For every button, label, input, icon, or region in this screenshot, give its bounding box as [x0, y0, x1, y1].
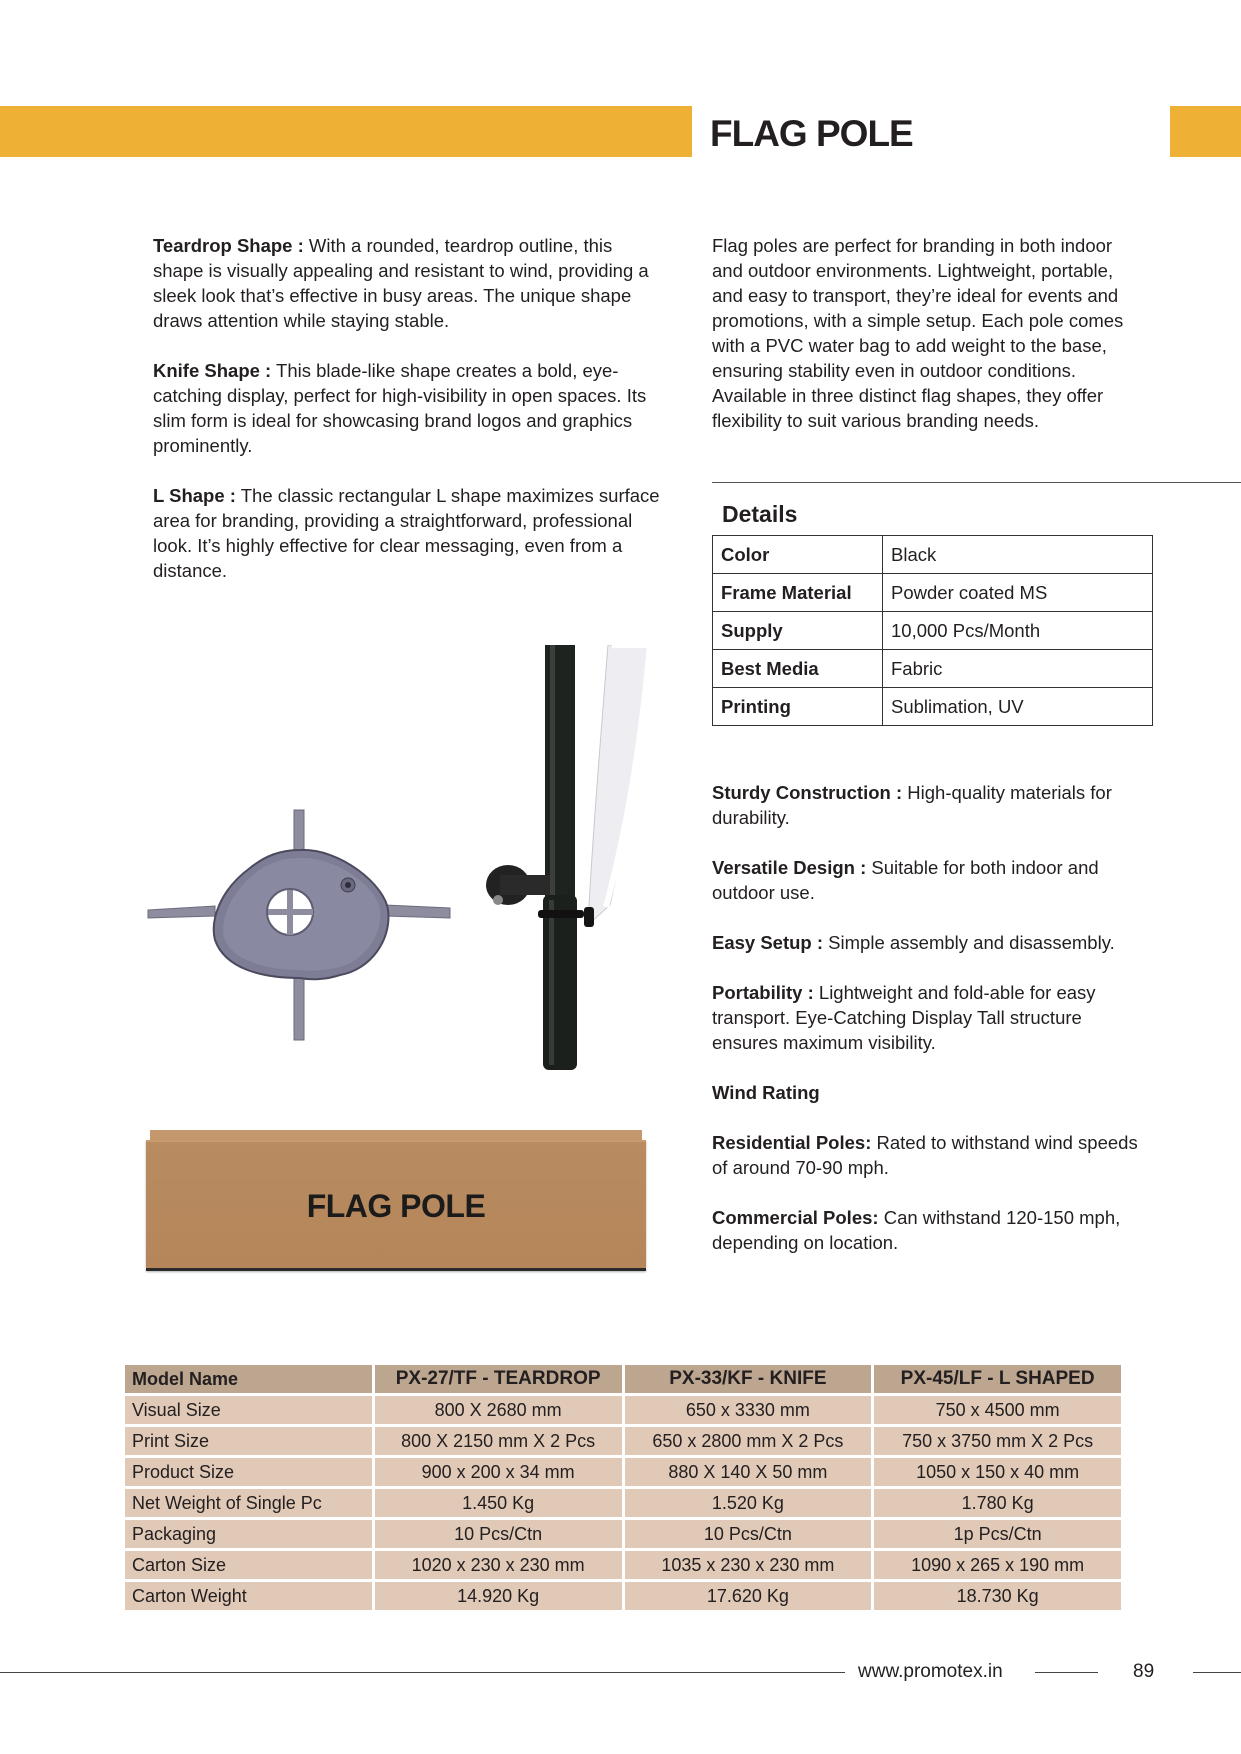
spec-row [125, 1458, 1121, 1486]
feature-label: Commercial Poles: [712, 1207, 879, 1228]
page-number: 89 [1133, 1661, 1155, 1682]
intro-paragraph [712, 233, 1142, 433]
footer-rule-left [0, 1672, 845, 1673]
feature-item [712, 780, 1152, 830]
feature-text: Can withstand 120-150 mph, depending on location. [712, 1207, 1121, 1253]
footer-rule-middle [1035, 1672, 1098, 1673]
spec-cell: Visual Size [125, 1396, 372, 1424]
feature-text: High-quality materials for durability. [712, 782, 1112, 828]
section-divider [712, 482, 1241, 483]
intro-text: Flag poles are perfect for branding in both indoor and outdoor environments. Lightweight, portable, and easy to transport, they’re ideal for events and promotions, with a simple setup. Each pole comes with a PVC water bag to add weight to the base, ensuring stability even in outdoor conditions. Available in three distinct flag shapes, they offer flexibility to suit various branding needs. [712, 235, 1124, 431]
details-value: Powder coated MS [883, 574, 1153, 612]
feature-label: Versatile Design : [712, 857, 867, 878]
feature-label: Wind Rating [712, 1082, 820, 1103]
shape-l [153, 483, 663, 583]
box-face [146, 1140, 646, 1271]
spec-cell: 800 X 2150 mm X 2 Pcs [375, 1427, 622, 1455]
feature-text: Simple assembly and disassembly. [823, 932, 1115, 953]
spec-cell: 18.730 Kg [874, 1582, 1121, 1610]
details-row [713, 688, 1153, 726]
spec-cell: 1090 x 265 x 190 mm [874, 1551, 1121, 1579]
spec-cell: 17.620 Kg [625, 1582, 872, 1610]
shape-label: L Shape : [153, 485, 236, 506]
details-key: Best Media [713, 650, 883, 688]
feature-item [712, 930, 1152, 955]
feature-label: Residential Poles: [712, 1132, 872, 1153]
details-row [713, 574, 1153, 612]
spec-header: Model Name [125, 1365, 372, 1393]
feature-text: Rated to withstand wind speeds of around 70-90 mph. [712, 1132, 1138, 1178]
spec-table [122, 1362, 1124, 1613]
shape-label: Teardrop Shape : [153, 235, 304, 256]
box-label: FLAG POLE [306, 1188, 486, 1224]
spec-cell: 14.920 Kg [375, 1582, 622, 1610]
shape-text: This blade-like shape creates a bold, eye-catching display, perfect for high-visibility in open spaces. Its slim form is ideal for showcasing brand logos and graphics prominently. [153, 360, 647, 456]
feature-label: Sturdy Construction : [712, 782, 903, 803]
spec-cell: 1035 x 230 x 230 mm [625, 1551, 872, 1579]
feature-item [712, 1205, 1152, 1255]
spec-row [125, 1520, 1121, 1548]
spec-cell: 650 x 3330 mm [625, 1396, 872, 1424]
spec-cell: 1050 x 150 x 40 mm [874, 1458, 1121, 1486]
spec-row [125, 1427, 1121, 1455]
details-key: Color [713, 536, 883, 574]
features-list [712, 780, 1152, 1280]
flag-pole-icon [480, 645, 670, 1080]
shape-descriptions [153, 233, 663, 608]
details-value: Sublimation, UV [883, 688, 1153, 726]
spec-row [125, 1551, 1121, 1579]
spec-cell: 800 X 2680 mm [375, 1396, 622, 1424]
header-accent-bar-left [0, 106, 692, 157]
carton-box-image [140, 1128, 660, 1276]
feature-label: Portability : [712, 982, 814, 1003]
details-table [712, 535, 1153, 726]
details-key: Printing [713, 688, 883, 726]
spec-cell: Packaging [125, 1520, 372, 1548]
shape-text: With a rounded, teardrop outline, this shape is visually appealing and resistant to wind, providing a sleek look that’s effective in busy areas. The unique shape draws attention while staying stable. [153, 235, 649, 331]
details-key: Supply [713, 612, 883, 650]
spec-cell: 750 x 4500 mm [874, 1396, 1121, 1424]
wind-rating-heading [712, 1080, 1152, 1105]
details-row [713, 650, 1153, 688]
spec-cell: Product Size [125, 1458, 372, 1486]
spec-cell: 1.780 Kg [874, 1489, 1121, 1517]
details-heading: Details [722, 501, 798, 527]
spec-cell: 650 x 2800 mm X 2 Pcs [625, 1427, 872, 1455]
details-value: Fabric [883, 650, 1153, 688]
spec-header: PX-45/LF - L SHAPED [874, 1365, 1121, 1393]
spec-cell: 1.450 Kg [375, 1489, 622, 1517]
spec-cell: Carton Size [125, 1551, 372, 1579]
page-title: FLAG POLE [710, 113, 913, 154]
details-key: Frame Material [713, 574, 883, 612]
feature-item [712, 855, 1152, 905]
shape-teardrop [153, 233, 663, 333]
feature-text: Lightweight and fold-able for easy transport. Eye-Catching Display Tall structure ensures maximum visibility. [712, 982, 1096, 1053]
flag-pole-image [480, 645, 670, 1080]
water-bag-base-image [140, 800, 460, 1050]
spec-row [125, 1582, 1121, 1610]
spec-cell: 10 Pcs/Ctn [375, 1520, 622, 1548]
details-row [713, 536, 1153, 574]
spec-cell: 880 X 140 X 50 mm [625, 1458, 872, 1486]
spec-cell: Net Weight of Single Pc [125, 1489, 372, 1517]
shape-text: The classic rectangular L shape maximizes surface area for branding, providing a straightforward, professional look. It’s highly effective for clear messaging, even from a distance. [153, 485, 660, 581]
details-value: Black [883, 536, 1153, 574]
feature-text: Suitable for both indoor and outdoor use. [712, 857, 1099, 903]
water-bag-base-icon [140, 800, 460, 1050]
shape-label: Knife Shape : [153, 360, 272, 381]
feature-item [712, 980, 1152, 1055]
header-accent-bar-right [1170, 106, 1241, 157]
shape-knife [153, 358, 663, 458]
spec-row [125, 1396, 1121, 1424]
feature-item [712, 1130, 1152, 1180]
spec-cell: 1p Pcs/Ctn [874, 1520, 1121, 1548]
feature-label: Easy Setup : [712, 932, 824, 953]
spec-cell: 900 x 200 x 34 mm [375, 1458, 622, 1486]
spec-header: PX-33/KF - KNIFE [625, 1365, 872, 1393]
spec-cell: 1.520 Kg [625, 1489, 872, 1517]
spec-cell: Carton Weight [125, 1582, 372, 1610]
spec-cell: 1020 x 230 x 230 mm [375, 1551, 622, 1579]
details-row [713, 612, 1153, 650]
spec-cell: Print Size [125, 1427, 372, 1455]
footer-website-link[interactable]: www.promotex.in [858, 1661, 1003, 1682]
spec-header-row [125, 1365, 1121, 1393]
details-value: 10,000 Pcs/Month [883, 612, 1153, 650]
spec-cell: 750 x 3750 mm X 2 Pcs [874, 1427, 1121, 1455]
spec-header: PX-27/TF - TEARDROP [375, 1365, 622, 1393]
spec-cell: 10 Pcs/Ctn [625, 1520, 872, 1548]
spec-row [125, 1489, 1121, 1517]
footer-rule-right [1193, 1672, 1241, 1673]
